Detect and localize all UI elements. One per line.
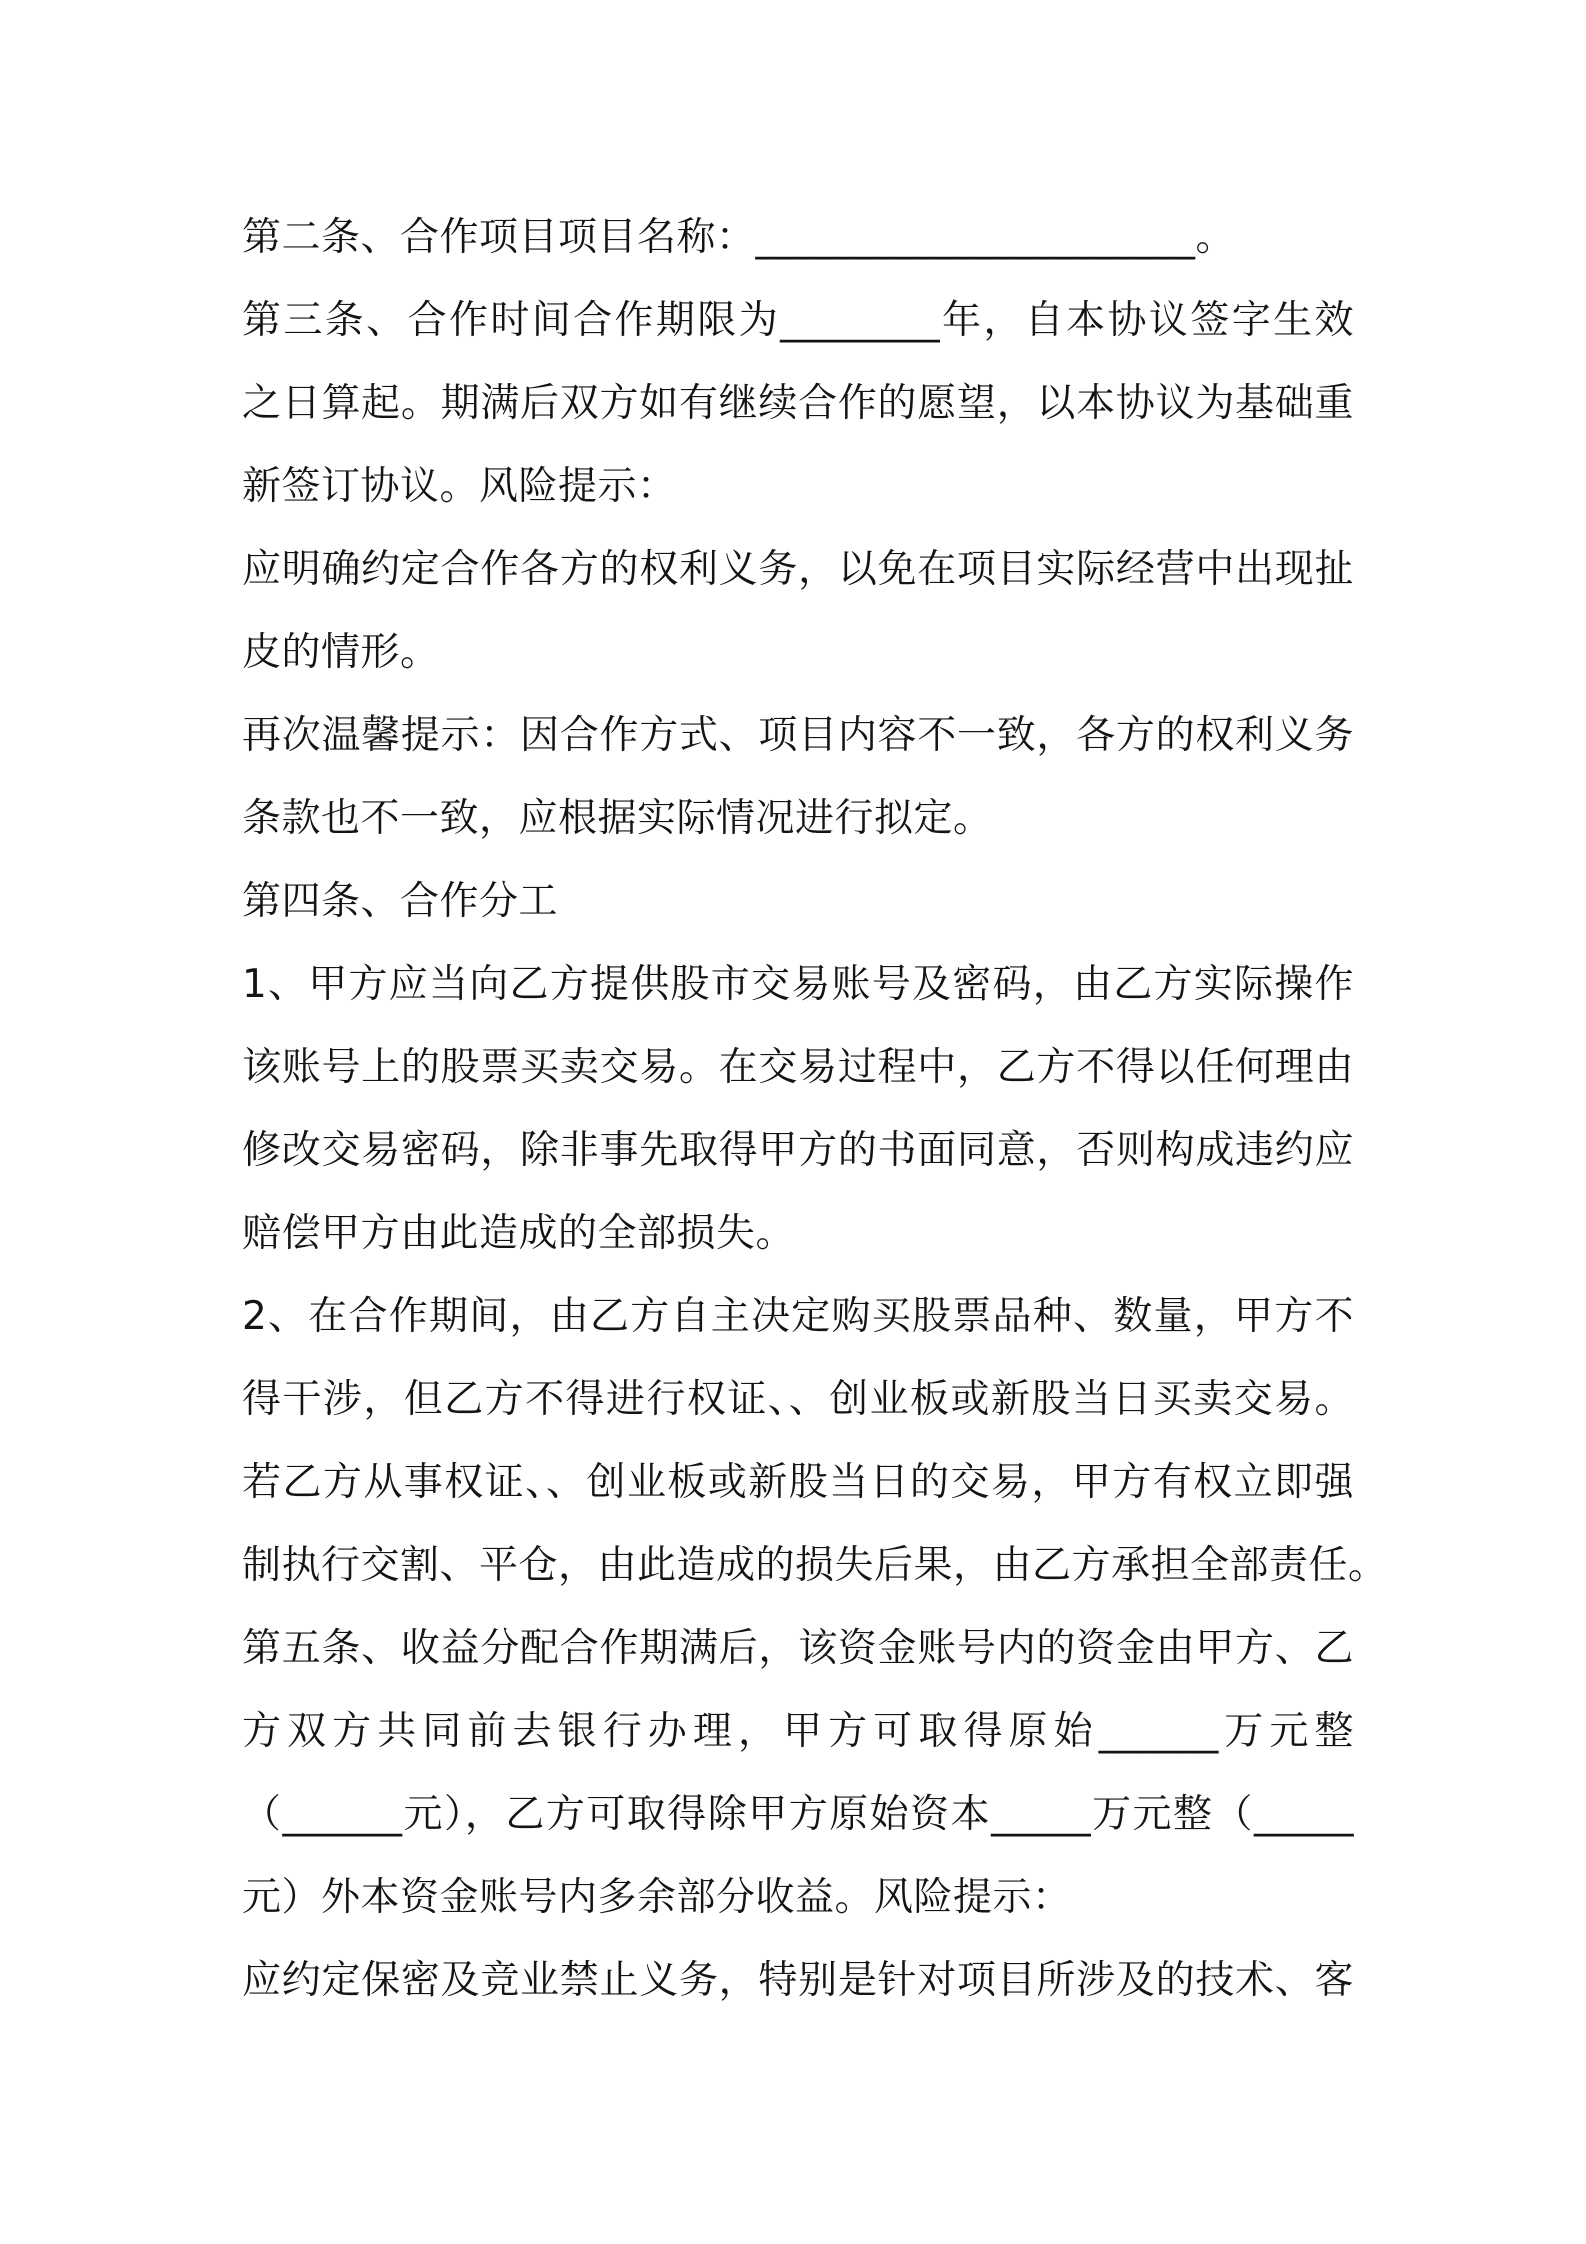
risk-note-line-2: 皮的情形。 — [242, 630, 440, 675]
clause-5-line-4: 元）外本资金账号内多余部分收益。风险提示： — [242, 1875, 1072, 1920]
document-body — [242, 196, 1388, 2022]
clause-4-item-2-line-3: 若乙方从事权证、、创业板或新股当日的交易，甲方有权立即强 — [242, 1460, 1354, 1505]
clause-3-term-line-3: 新签订协议。风险提示： — [242, 464, 677, 509]
clause-2-project-name: 第二条、合作项目项目名称：______________________。 — [242, 215, 1236, 260]
confidentiality-note-line-1: 应约定保密及竞业禁止义务，特别是针对项目所涉及的技术、客 — [242, 1958, 1354, 2003]
risk-note-line-1: 应明确约定合作各方的权利义务，以免在项目实际经营中出现扯 — [242, 547, 1354, 592]
clause-4-item-1-line-1: 1、甲方应当向乙方提供股市交易账号及密码，由乙方实际操作 — [242, 962, 1354, 1007]
clause-4-heading: 第四条、合作分工 — [242, 879, 559, 924]
reminder-line-2: 条款也不一致，应根据实际情况进行拟定。 — [242, 796, 993, 841]
clause-5-line-3: （______元），乙方可取得除甲方原始资本_____万元整（_____ — [242, 1792, 1354, 1837]
clause-5-line-1: 第五条、收益分配合作期满后，该资金账号内的资金由甲方、乙 — [242, 1626, 1354, 1671]
clause-4-item-1-line-3: 修改交易密码，除非事先取得甲方的书面同意，否则构成违约应 — [242, 1128, 1354, 1173]
clause-4-item-1-line-4: 赔偿甲方由此造成的全部损失。 — [242, 1211, 796, 1256]
clause-3-term-line-1: 第三条、合作时间合作期限为________年，自本协议签字生效 — [242, 298, 1354, 343]
reminder-line-1: 再次温馨提示：因合作方式、项目内容不一致，各方的权利义务 — [242, 713, 1354, 758]
clause-4-item-2-line-2: 得干涉，但乙方不得进行权证、、创业板或新股当日买卖交易。 — [242, 1377, 1354, 1422]
clause-3-term-line-2: 之日算起。期满后双方如有继续合作的愿望，以本协议为基础重 — [242, 381, 1354, 426]
clause-4-item-2-line-4: 制执行交割、平仓，由此造成的损失后果，由乙方承担全部责任。 — [242, 1543, 1388, 1588]
clause-4-item-2-line-1: 2、在合作期间，由乙方自主决定购买股票品种、数量，甲方不 — [242, 1294, 1354, 1339]
clause-4-item-1-line-2: 该账号上的股票买卖交易。在交易过程中，乙方不得以任何理由 — [242, 1045, 1354, 1090]
clause-5-line-2: 方双方共同前去银行办理，甲方可取得原始______万元整 — [242, 1709, 1354, 1754]
